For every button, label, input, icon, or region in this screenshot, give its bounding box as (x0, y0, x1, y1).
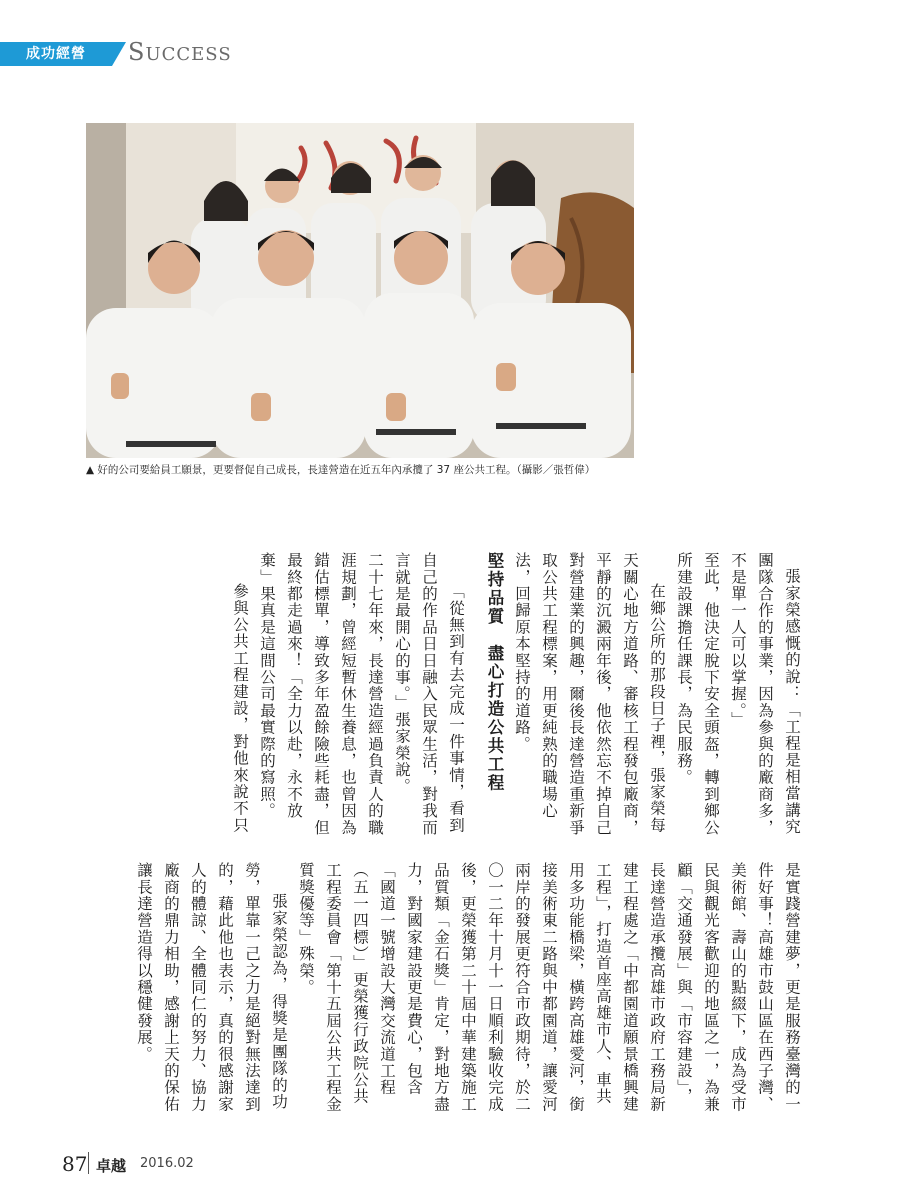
section-subheading: 堅持品質 盡心打造公共工程 (485, 552, 504, 793)
article-paragraph: 在鄉公所的那段日子裡，張家榮每天關心地方道路、審核工程發包廠商，平靜的沉澱兩年後，他依然忘不掉自己對營建業的興趣，爾後長達營造重新爭取公共工程標案，用更純熟的職場心法，回歸原本堅持的道路。 (513, 552, 666, 836)
article-paragraph: 是實踐營建夢，更是服務臺灣的一件好事！高雄市鼓山區在西子灣、美術館、壽山的點綴下，成為受市民與觀光客歡迎的地區之一，為兼顧「交通發展」與「市容建設」，長達營造承攬高雄市政府工務局新建工程處之「中都園道願景橋興建工程」，打造首座高雄市人、車共用多功能橋梁，橫跨高雄愛河，銜接美術東二路與中都園道，讓愛河兩岸的發展更符合市政期待，於二〇一二年十月十一日順利驗收完成後，更榮獲第二十屆中華建築施工品質類「金石獎」肯定，對地方盡力，對國家建設更是費心，包含「國道一號增設大灣交流道工程（五一四標）」更榮獲行政院公共工程委員會「第十五屆公共工程金質獎優等」殊榮。 (297, 862, 801, 1113)
article-paragraph: 二十七年來，長達營造經過負責人的職涯規劃，曾經短暫休生養息，也曾因為錯估標單，導致多年盈餘險些耗盡，但最終都走過來！「全力以赴，永不放棄」果真是這間公司最實際的寫照。 (258, 552, 384, 836)
article-column-right (100, 552, 805, 842)
section-title: 成功經營 (26, 46, 86, 62)
article-paragraph: 至此，他決定脫下安全頭盔，轉到鄉公所建設課擔任課長，為民服務。 (675, 552, 720, 836)
page-number: 87 (62, 1152, 88, 1176)
article-paragraph: 張家榮認為，得獎是團隊的功勞，單靠一己之力是絕對無法達到的，藉此他也表示，真的很感謝家人的體諒、全體同仁的努力、協力廠商的鼎力相助，感謝上天的保佑讓長達營造得以穩健發展。 (135, 862, 288, 1113)
article-paragraph: 「從無到有去完成一件事情，看到自己的作品日日融入民眾生活，對我而言就是最開心的事。」張家榮說。 (393, 552, 465, 836)
article-paragraph: 參與公共工程建設，對他來說不只 (231, 583, 249, 834)
magazine-name: 卓越 (96, 1157, 127, 1175)
footer-divider (88, 1152, 89, 1174)
article-column-left (100, 862, 805, 1120)
group-photo (86, 123, 634, 458)
issue-date: 2016.02 (140, 1156, 194, 1171)
photo-caption: ▲ 好的公司要給員工願景，更要督促自己成長，長達營造在近五年內承攬了 37 座公共工程。（攝影／張哲偉） (86, 464, 596, 476)
section-tab-arrow (112, 42, 126, 66)
section-title-en: SUCCESS (128, 38, 232, 66)
article-paragraph: 張家榮感慨的說：「工程是相當講究團隊合作的事業，因為參與的廠商多，不是單一人可以掌握。」 (729, 552, 801, 836)
